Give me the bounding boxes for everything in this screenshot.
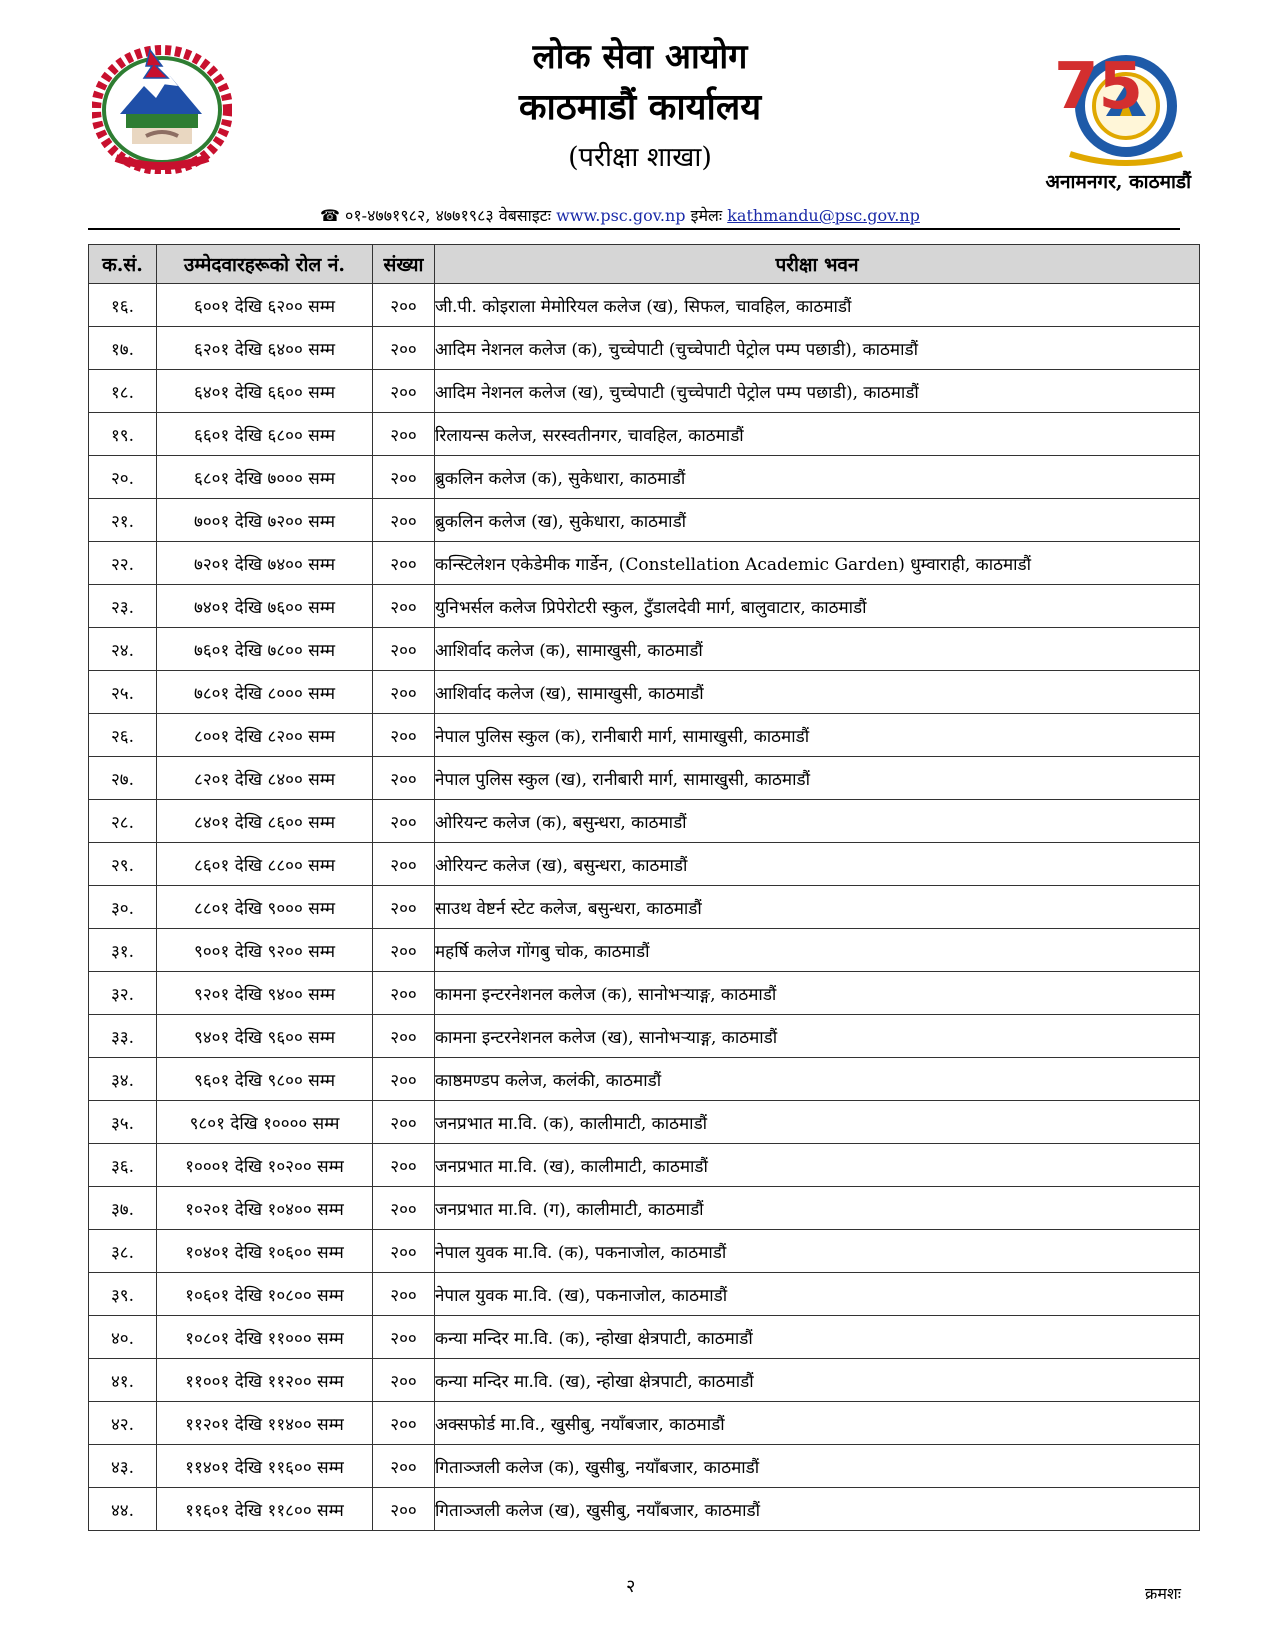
- commission-title: लोक सेवा आयोग: [532, 37, 748, 77]
- roll-range-cell: ११४०१ देखि ११६०० सम्म: [157, 1445, 373, 1488]
- roll-range-cell: ८००१ देखि ८२०० सम्म: [157, 714, 373, 757]
- count-cell: २००: [373, 1445, 435, 1488]
- serial-cell: ३७.: [89, 1187, 157, 1230]
- venue-cell: कामना इन्टरनेशनल कलेज (क), सानोभऱ्याङ्ग, काठमाडौं: [435, 972, 1200, 1015]
- table-row: [89, 1015, 1200, 1058]
- venue-cell: आदिम नेशनल कलेज (ख), चुच्चेपाटी (चुच्चेपाटी पेट्रोल पम्प पछाडी), काठमाडौं: [435, 370, 1200, 413]
- title-block: [380, 34, 900, 178]
- roll-range-cell: ७००१ देखि ७२०० सम्म: [157, 499, 373, 542]
- serial-cell: २७.: [89, 757, 157, 800]
- venue-cell: जी.पी. कोइराला मेमोरियल कलेज (ख), सिफल, चावहिल, काठमाडौं: [435, 284, 1200, 327]
- office-title: काठमाडौं कार्यालय: [518, 86, 762, 128]
- roll-range-cell: ९४०१ देखि ९६०० सम्म: [157, 1015, 373, 1058]
- website-label: वेबसाइटः: [498, 206, 551, 225]
- count-cell: २००: [373, 1402, 435, 1445]
- venue-cell: युनिभर्सल कलेज प्रिपेरोटरी स्कुल, टुँडालदेवी मार्ग, बालुवाटार, काठमाडौं: [435, 585, 1200, 628]
- table-row: [89, 1230, 1200, 1273]
- count-cell: २००: [373, 886, 435, 929]
- table-row: [89, 585, 1200, 628]
- count-cell: २००: [373, 370, 435, 413]
- table-row: [89, 800, 1200, 843]
- roll-range-cell: ७६०१ देखि ७८०० सम्म: [157, 628, 373, 671]
- table-row: [89, 499, 1200, 542]
- count-cell: २००: [373, 284, 435, 327]
- count-cell: २००: [373, 1144, 435, 1187]
- table-body: [89, 284, 1200, 1531]
- roll-range-cell: ९६०१ देखि ९८०० सम्म: [157, 1058, 373, 1101]
- count-cell: २००: [373, 1316, 435, 1359]
- roll-range-cell: ९००१ देखि ९२०० सम्म: [157, 929, 373, 972]
- table-row: [89, 929, 1200, 972]
- count-cell: २००: [373, 1015, 435, 1058]
- count-cell: २००: [373, 1187, 435, 1230]
- table-row: [89, 1488, 1200, 1531]
- roll-range-cell: ७४०१ देखि ७६०० सम्म: [157, 585, 373, 628]
- serial-cell: ४४.: [89, 1488, 157, 1531]
- roll-range-cell: ११२०१ देखि ११४०० सम्म: [157, 1402, 373, 1445]
- table-row: [89, 714, 1200, 757]
- venue-cell: जनप्रभात मा.वि. (ख), कालीमाटी, काठमाडौं: [435, 1144, 1200, 1187]
- venue-cell: नेपाल युवक मा.वि. (ख), पकनाजोल, काठमाडौं: [435, 1273, 1200, 1316]
- roll-range-cell: १०६०१ देखि १०८०० सम्म: [157, 1273, 373, 1316]
- roll-range-cell: ११००१ देखि ११२०० सम्म: [157, 1359, 373, 1402]
- venue-cell: काष्ठमण्डप कलेज, कलंकी, काठमाडौं: [435, 1058, 1200, 1101]
- roll-range-cell: ८८०१ देखि ९००० सम्म: [157, 886, 373, 929]
- venue-cell: कन्या मन्दिर मा.वि. (ख), न्होखा क्षेत्रपाटी, काठमाडौं: [435, 1359, 1200, 1402]
- count-cell: २००: [373, 1488, 435, 1531]
- serial-cell: २२.: [89, 542, 157, 585]
- count-cell: २००: [373, 714, 435, 757]
- email-link[interactable]: kathmandu@psc.gov.np: [727, 206, 920, 225]
- serial-cell: २९.: [89, 843, 157, 886]
- venue-cell: नेपाल पुलिस स्कुल (क), रानीबारी मार्ग, सामाखुसी, काठमाडौं: [435, 714, 1200, 757]
- venue-cell: कामना इन्टरनेशनल कलेज (ख), सानोभऱ्याङ्ग, काठमाडौं: [435, 1015, 1200, 1058]
- table-row: [89, 370, 1200, 413]
- roll-range-cell: ८२०१ देखि ८४०० सम्म: [157, 757, 373, 800]
- phone-icon: ☎: [320, 206, 340, 225]
- table-row: [89, 1359, 1200, 1402]
- venue-cell: आदिम नेशनल कलेज (क), चुच्चेपाटी (चुच्चेपाटी पेट्रोल पम्प पछाडी), काठमाडौं: [435, 327, 1200, 370]
- header-roll-number: उम्मेदवारहरूको रोल नं.: [157, 245, 373, 284]
- serial-cell: ३६.: [89, 1144, 157, 1187]
- count-cell: २००: [373, 1101, 435, 1144]
- count-cell: २००: [373, 843, 435, 886]
- serial-cell: १७.: [89, 327, 157, 370]
- serial-cell: ३०.: [89, 886, 157, 929]
- contact-line: [320, 204, 920, 226]
- count-cell: २००: [373, 327, 435, 370]
- table-row: [89, 1101, 1200, 1144]
- table-row: [89, 284, 1200, 327]
- table-row: [89, 1402, 1200, 1445]
- venue-cell: साउथ वेष्टर्न स्टेट कलेज, बसुन्धरा, काठमाडौं: [435, 886, 1200, 929]
- venue-cell: कन्स्टिलेशन एकेडेमीक गार्डेन, (Constellation Academic Garden) धुम्वाराही, काठमाडौं: [435, 542, 1200, 585]
- serial-cell: ३१.: [89, 929, 157, 972]
- serial-cell: १६.: [89, 284, 157, 327]
- table-row: [89, 671, 1200, 714]
- header-exam-venue: परीक्षा भवन: [435, 245, 1200, 284]
- venue-cell: जनप्रभात मा.वि. (क), कालीमाटी, काठमाडौं: [435, 1101, 1200, 1144]
- table-row: [89, 628, 1200, 671]
- table-row: [89, 1187, 1200, 1230]
- table-row: [89, 456, 1200, 499]
- venue-cell: नेपाल युवक मा.वि. (क), पकनाजोल, काठमाडौं: [435, 1230, 1200, 1273]
- table-row: [89, 757, 1200, 800]
- table-row: [89, 1273, 1200, 1316]
- page-number: २: [626, 1576, 636, 1597]
- roll-range-cell: १०४०१ देखि १०६०० सम्म: [157, 1230, 373, 1273]
- venue-cell: ब्रुकलिन कलेज (क), सुकेधारा, काठमाडौं: [435, 456, 1200, 499]
- serial-cell: २१.: [89, 499, 157, 542]
- roll-range-cell: ६४०१ देखि ६६०० सम्म: [157, 370, 373, 413]
- count-cell: २००: [373, 757, 435, 800]
- serial-cell: २३.: [89, 585, 157, 628]
- count-cell: २००: [373, 499, 435, 542]
- table-row: [89, 413, 1200, 456]
- count-cell: २००: [373, 542, 435, 585]
- roll-range-cell: ७२०१ देखि ७४०० सम्म: [157, 542, 373, 585]
- table-row: [89, 886, 1200, 929]
- count-cell: २००: [373, 972, 435, 1015]
- website-link[interactable]: www.psc.gov.np: [556, 206, 686, 225]
- venue-cell: गिताञ्जली कलेज (क), खुसीबु, नयाँबजार, काठमाडौं: [435, 1445, 1200, 1488]
- count-cell: २००: [373, 1273, 435, 1316]
- serial-cell: १८.: [89, 370, 157, 413]
- serial-cell: १९.: [89, 413, 157, 456]
- table-row: [89, 1058, 1200, 1101]
- serial-cell: २४.: [89, 628, 157, 671]
- continued-note: क्रमशः: [1145, 1584, 1181, 1603]
- serial-cell: ३४.: [89, 1058, 157, 1101]
- table-row: [89, 1316, 1200, 1359]
- venue-cell: कन्या मन्दिर मा.वि. (क), न्होखा क्षेत्रपाटी, काठमाडौं: [435, 1316, 1200, 1359]
- venue-cell: जनप्रभात मा.वि. (ग), कालीमाटी, काठमाडौं: [435, 1187, 1200, 1230]
- table-row: [89, 327, 1200, 370]
- roll-range-cell: ६२०१ देखि ६४०० सम्म: [157, 327, 373, 370]
- count-cell: २००: [373, 671, 435, 714]
- roll-range-cell: ११६०१ देखि ११८०० सम्म: [157, 1488, 373, 1531]
- header-divider: [88, 228, 1180, 230]
- serial-cell: ३५.: [89, 1101, 157, 1144]
- venue-cell: आशिर्वाद कलेज (ख), सामाखुसी, काठमाडौं: [435, 671, 1200, 714]
- serial-cell: ३९.: [89, 1273, 157, 1316]
- roll-range-cell: ८४०१ देखि ८६०० सम्म: [157, 800, 373, 843]
- serial-cell: ४१.: [89, 1359, 157, 1402]
- count-cell: २००: [373, 1230, 435, 1273]
- letterhead: [0, 0, 1275, 236]
- venue-cell: महर्षि कलेज गोंगबु चोक, काठमाडौं: [435, 929, 1200, 972]
- serial-cell: ३८.: [89, 1230, 157, 1273]
- exam-center-table: [88, 244, 1200, 1531]
- count-cell: २००: [373, 456, 435, 499]
- serial-cell: २०.: [89, 456, 157, 499]
- header-count: संख्या: [373, 245, 435, 284]
- header-serial: क.सं.: [89, 245, 157, 284]
- roll-range-cell: ६००१ देखि ६२०० सम्म: [157, 284, 373, 327]
- serial-cell: ३२.: [89, 972, 157, 1015]
- jubilee-number: 75: [1054, 50, 1144, 124]
- serial-cell: ४३.: [89, 1445, 157, 1488]
- venue-cell: नेपाल पुलिस स्कुल (ख), रानीबारी मार्ग, सामाखुसी, काठमाडौं: [435, 757, 1200, 800]
- count-cell: २००: [373, 1359, 435, 1402]
- psc-75-years-logo: [1044, 36, 1194, 166]
- table-row: [89, 542, 1200, 585]
- nepal-emblem-icon: [92, 44, 232, 174]
- count-cell: २००: [373, 929, 435, 972]
- serial-cell: ४०.: [89, 1316, 157, 1359]
- roll-range-cell: ९२०१ देखि ९४०० सम्म: [157, 972, 373, 1015]
- table-row: [89, 972, 1200, 1015]
- table-header-row: [89, 245, 1200, 284]
- count-cell: २००: [373, 585, 435, 628]
- section-title: (परीक्षा शाखा): [568, 142, 712, 173]
- count-cell: २००: [373, 628, 435, 671]
- venue-cell: अक्सफोर्ड मा.वि., खुसीबु, नयाँबजार, काठमाडौं: [435, 1402, 1200, 1445]
- email-label: इमेलः: [690, 206, 723, 225]
- venue-cell: ओरियन्ट कलेज (ख), बसुन्धरा, काठमाडौं: [435, 843, 1200, 886]
- serial-cell: २६.: [89, 714, 157, 757]
- roll-range-cell: ९८०१ देखि १०००० सम्म: [157, 1101, 373, 1144]
- venue-cell: ओरियन्ट कलेज (क), बसुन्धरा, काठमाडौं: [435, 800, 1200, 843]
- venue-cell: गिताञ्जली कलेज (ख), खुसीबु, नयाँबजार, काठमाडौं: [435, 1488, 1200, 1531]
- table-row: [89, 843, 1200, 886]
- serial-cell: २८.: [89, 800, 157, 843]
- venue-cell: रिलायन्स कलेज, सरस्वतीनगर, चावहिल, काठमाडौं: [435, 413, 1200, 456]
- roll-range-cell: १०२०१ देखि १०४०० सम्म: [157, 1187, 373, 1230]
- count-cell: २००: [373, 1058, 435, 1101]
- table-row: [89, 1445, 1200, 1488]
- count-cell: २००: [373, 800, 435, 843]
- count-cell: २००: [373, 413, 435, 456]
- table-row: [89, 1144, 1200, 1187]
- roll-range-cell: ६६०१ देखि ६८०० सम्म: [157, 413, 373, 456]
- serial-cell: ३३.: [89, 1015, 157, 1058]
- serial-cell: २५.: [89, 671, 157, 714]
- venue-cell: ब्रुकलिन कलेज (ख), सुकेधारा, काठमाडौं: [435, 499, 1200, 542]
- venue-cell: आशिर्वाद कलेज (क), सामाखुसी, काठमाडौं: [435, 628, 1200, 671]
- office-location: अनामनगर, काठमाडौं: [1045, 171, 1191, 193]
- roll-range-cell: ८६०१ देखि ८८०० सम्म: [157, 843, 373, 886]
- serial-cell: ४२.: [89, 1402, 157, 1445]
- roll-range-cell: १०००१ देखि १०२०० सम्म: [157, 1144, 373, 1187]
- roll-range-cell: १०८०१ देखि ११००० सम्म: [157, 1316, 373, 1359]
- roll-range-cell: ७८०१ देखि ८००० सम्म: [157, 671, 373, 714]
- phone-numbers: ०१-४७७१९८२, ४७७१९८३: [345, 206, 494, 225]
- roll-range-cell: ६८०१ देखि ७००० सम्म: [157, 456, 373, 499]
